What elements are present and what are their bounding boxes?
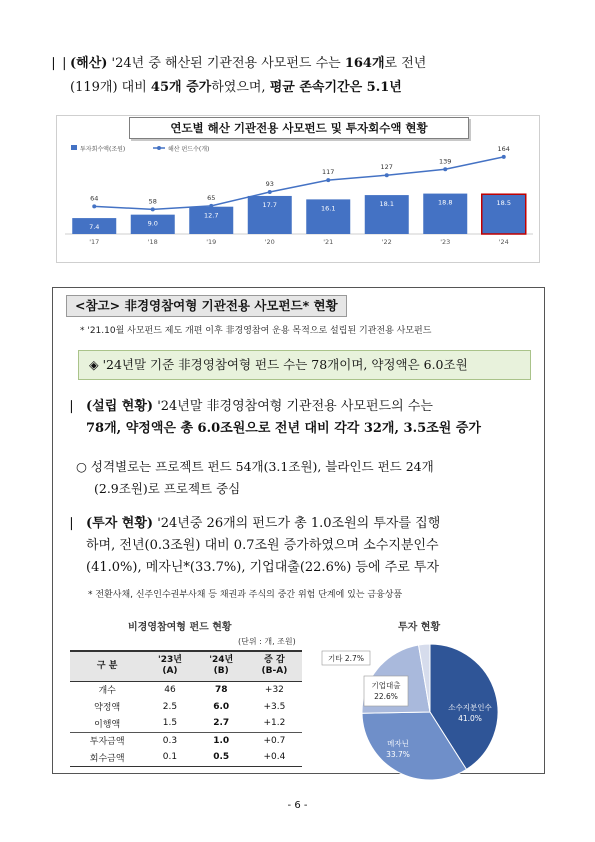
bar-label-0: 7.4: [89, 223, 100, 232]
line-label-4: 117: [322, 168, 335, 177]
text-segment: 로 전년: [384, 56, 427, 71]
table-cell: +1.2: [263, 718, 286, 729]
investment-pie-chart: [310, 630, 540, 790]
table-row: [70, 715, 302, 732]
pie-label-name: 메자닌: [387, 739, 409, 748]
x-tick-6: '23: [440, 238, 451, 246]
text-emphasis: 평균 존속기간은 5.1년: [269, 80, 402, 95]
text-segment: 하였으며,: [211, 80, 270, 95]
table-header-0: 구 분: [70, 651, 144, 681]
line-label-7: 164: [497, 144, 510, 153]
x-tick-5: '22: [381, 238, 392, 246]
line-label-0: 64: [90, 194, 99, 203]
pie-label-2: [364, 676, 408, 706]
text-segment: (2.9조원)로 프로젝트 중심: [94, 481, 241, 496]
table-cell: 46: [164, 684, 176, 695]
table-cell: 0.3: [144, 732, 195, 749]
highlight-summary: ◈ '24년말 기준 非경영참여형 펀드 수는 78개이며, 약정액은 6.0조원: [78, 350, 531, 380]
pie-label-value: 33.7%: [386, 750, 410, 759]
pie-label-text: 기타 2.7%: [328, 654, 364, 663]
table-cell: 약정액: [94, 703, 121, 713]
table-cell: 개수: [98, 686, 116, 697]
bar-label-7: 18.5: [496, 199, 511, 208]
table-cell: 78: [214, 684, 228, 695]
table-title: 비경영참여형 펀드 현황: [128, 622, 232, 633]
section-label: (설립 현황): [86, 399, 154, 414]
table-cell: 회수금액: [70, 749, 144, 766]
bar-label-5: 18.1: [379, 200, 394, 209]
bar-label-6: 18.8: [438, 198, 453, 207]
section-label-dissolution: (해산): [70, 56, 108, 71]
dissolution-chart: [56, 115, 540, 263]
section-establishment: [66, 396, 536, 440]
table-row: [70, 732, 302, 749]
table-header-2: '24년 (B): [196, 651, 247, 681]
mezzanine-footnote: * 전환사채, 신주인수권부사채 등 채권과 주식의 중간 위험 단계에 있는 금융상품: [88, 590, 403, 600]
table-row: [70, 681, 302, 698]
table-cell: 2.5: [162, 701, 178, 712]
table-header-3: 증 감 (B-A): [247, 651, 302, 681]
x-tick-4: '21: [323, 238, 334, 246]
table-row: [70, 749, 302, 766]
table-cell: +3.5: [263, 701, 286, 712]
fund-status-table: [70, 650, 302, 767]
text-emphasis: 45개 증가: [150, 80, 212, 95]
table-cell: 0.1: [144, 749, 195, 766]
table-cell: 투자금액: [70, 732, 144, 749]
table-cell: 6.0: [213, 701, 230, 712]
table-cell: +0.7: [247, 732, 302, 749]
line-point-3: [268, 190, 272, 194]
table-cell: 이행액: [94, 719, 121, 730]
line-label-3: 93: [265, 180, 274, 189]
section-bullet: ❘: [66, 516, 77, 531]
text-segment: '24년 중 해산된 기관전용 사모펀드 수는: [107, 56, 345, 71]
chart-legend: [71, 145, 209, 153]
chart-canvas: [57, 140, 541, 264]
text-emphasis: 78개, 약정액은 총 6.0조원으로 전년 대비 각각 32개, 3.5조원 증가: [86, 421, 481, 436]
line-point-0: [92, 204, 96, 208]
text-segment: '24년말 非경영참여형 기관전용 사모펀드의 수는: [153, 399, 433, 414]
text-segment: (41.0%), 메자닌*(33.7%), 기업대출(22.6%) 등에 주로 투자: [86, 560, 440, 575]
legend-label-bar: 투자회수액(조원): [80, 146, 126, 153]
legend-marker-line: [157, 146, 161, 150]
line-label-6: 139: [439, 157, 452, 166]
summary-paragraph: [48, 52, 548, 100]
table-cell: +32: [264, 684, 284, 695]
text-segment: ○ 성격별로는 프로젝트 펀드 54개(3.1조원), 블라인드 펀드 24개: [76, 459, 434, 474]
pie-label-value: 41.0%: [458, 714, 482, 723]
page-number: - 6 -: [287, 800, 308, 811]
table-cell: 0.5: [196, 749, 247, 766]
chart-title: 연도별 해산 기관전용 사모펀드 및 투자회수액 현황: [129, 117, 469, 139]
line-point-5: [385, 173, 389, 177]
table-header-row: [70, 651, 302, 681]
text-segment: (119개) 대비: [70, 80, 151, 95]
table-cell: +0.4: [247, 749, 302, 766]
reference-title: <참고> 非경영참여형 기관전용 사모펀드* 현황: [66, 295, 347, 317]
pie-title: 투자 현황: [398, 622, 441, 633]
x-tick-3: '20: [264, 238, 275, 246]
table-cell: 1.5: [162, 718, 178, 729]
table-unit: (단위 : 개, 조원): [238, 637, 296, 646]
table-cell: 2.7: [213, 718, 230, 729]
section-label: (투자 현황): [86, 516, 154, 531]
line-point-6: [443, 167, 447, 171]
x-tick-0: '17: [89, 238, 100, 246]
table-row: [70, 698, 302, 715]
line-point-4: [326, 178, 330, 182]
reference-footnote: * '21.10월 사모펀드 제도 개편 이후 非경영참여 운용 목적으로 설립된 기관전용 사모펀드: [80, 326, 432, 336]
bar-label-4: 16.1: [321, 204, 336, 213]
pie-label-value: 22.6%: [374, 692, 398, 701]
text-segment: 하며, 전년(0.3조원) 대비 0.7조원 증가하였으며 소수지분인수: [86, 538, 439, 553]
x-tick-1: '18: [147, 238, 158, 246]
line-label-5: 127: [380, 163, 393, 172]
table-body: [70, 681, 302, 766]
section-investment: [66, 513, 536, 579]
text-emphasis: 164개: [344, 56, 385, 71]
pie-label-3: [322, 651, 370, 665]
x-tick-7: '24: [498, 238, 509, 246]
table-cell: 1.0: [196, 732, 247, 749]
pie-label-name: 소수지분인수: [448, 703, 492, 712]
line-point-1: [151, 207, 155, 211]
bar-label-3: 17.7: [262, 200, 277, 209]
section-bullet: ❘: [66, 399, 77, 414]
line-label-1: 58: [148, 197, 157, 206]
line-point-2: [209, 204, 213, 208]
pie-label-name: 기업대출: [371, 681, 401, 690]
line-point-7: [502, 155, 506, 159]
text-segment: '24년중 26개의 펀드가 총 1.0조원의 투자를 집행: [153, 516, 441, 531]
table-header-1: '23년 (A): [144, 651, 195, 681]
legend-swatch-bar: [71, 145, 77, 150]
line-label-2: 65: [207, 193, 216, 202]
sub-point-character: [76, 456, 536, 500]
bar-label-2: 12.7: [204, 211, 219, 220]
legend-label-line: 해산 펀드수(개): [168, 146, 210, 153]
x-tick-2: '19: [206, 238, 217, 246]
paragraph-bullet: ❘❘: [48, 56, 70, 71]
bar-label-1: 9.0: [147, 219, 158, 228]
